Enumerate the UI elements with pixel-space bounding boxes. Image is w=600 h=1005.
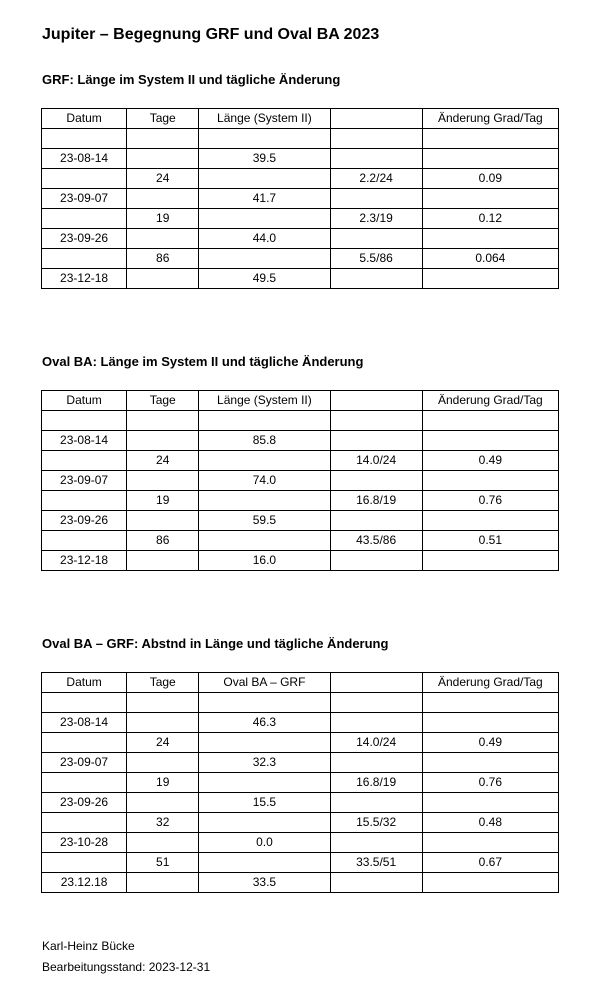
- table-cell: [127, 793, 199, 813]
- table-cell: [199, 491, 330, 511]
- table-cell: 39.5: [199, 149, 330, 169]
- table-cell: [42, 693, 127, 713]
- table-cell: 23-12-18: [42, 269, 127, 289]
- column-header: Länge (System II): [199, 391, 330, 411]
- table-cell: 23-09-07: [42, 189, 127, 209]
- table-cell: [42, 853, 127, 873]
- table-cell: [42, 411, 127, 431]
- table-cell: [422, 713, 558, 733]
- table-cell: 32.3: [199, 753, 330, 773]
- table-cell: [330, 149, 422, 169]
- table-cell: 16.0: [199, 551, 330, 571]
- table-row: [42, 269, 559, 289]
- table-cell: [330, 189, 422, 209]
- table-cell: [42, 451, 127, 471]
- table-cell: [422, 873, 558, 893]
- table-cell: [42, 733, 127, 753]
- table-cell: [127, 411, 199, 431]
- column-header: Länge (System II): [199, 109, 330, 129]
- table-cell: 44.0: [199, 229, 330, 249]
- table-cell: 0.51: [422, 531, 558, 551]
- column-header: [330, 391, 422, 411]
- table-cell: [330, 551, 422, 571]
- table-cell: [422, 693, 558, 713]
- table-cell: 86: [127, 249, 199, 269]
- table-cell: [422, 149, 558, 169]
- table-cell: 85.8: [199, 431, 330, 451]
- table-row: [42, 411, 559, 431]
- table-cell: 51: [127, 853, 199, 873]
- table-cell: [422, 551, 558, 571]
- table-cell: 0.48: [422, 813, 558, 833]
- table-cell: [330, 713, 422, 733]
- table-cell: 23-09-07: [42, 471, 127, 491]
- table-cell: [422, 753, 558, 773]
- table-cell: [330, 229, 422, 249]
- table-cell: [127, 873, 199, 893]
- table-cell: 41.7: [199, 189, 330, 209]
- table-cell: [199, 853, 330, 873]
- table-row: [42, 733, 559, 753]
- table-cell: 15.5/32: [330, 813, 422, 833]
- table-cell: 0.09: [422, 169, 558, 189]
- table-row: [42, 753, 559, 773]
- column-header: Datum: [42, 109, 127, 129]
- table-cell: [330, 873, 422, 893]
- table-cell: 86: [127, 531, 199, 551]
- table-row: [42, 249, 559, 269]
- author: Karl-Heinz Bücke: [42, 939, 135, 953]
- table-cell: 19: [127, 209, 199, 229]
- table-cell: [199, 249, 330, 269]
- table-cell: [330, 269, 422, 289]
- section-heading-grf: GRF: Länge im System II und tägliche Änderung: [42, 72, 341, 87]
- table-cell: 49.5: [199, 269, 330, 289]
- table-cell: [199, 451, 330, 471]
- table-row: [42, 511, 559, 531]
- table-cell: [199, 733, 330, 753]
- table-cell: 2.3/19: [330, 209, 422, 229]
- table-cell: 23-09-26: [42, 229, 127, 249]
- table-cell: [422, 511, 558, 531]
- table-cell: 5.5/86: [330, 249, 422, 269]
- table-cell: 23-08-14: [42, 713, 127, 733]
- column-header: Tage: [127, 391, 199, 411]
- table-cell: 19: [127, 773, 199, 793]
- column-header: Oval BA – GRF: [199, 673, 330, 693]
- table-cell: [330, 471, 422, 491]
- table-cell: 23-09-26: [42, 511, 127, 531]
- table-row: [42, 169, 559, 189]
- table-row: [42, 713, 559, 733]
- table-cell: 0.67: [422, 853, 558, 873]
- table-cell: [127, 129, 199, 149]
- table-cell: 24: [127, 733, 199, 753]
- table-cell: 0.064: [422, 249, 558, 269]
- column-header: Tage: [127, 109, 199, 129]
- table-cell: [330, 833, 422, 853]
- table-row: [42, 853, 559, 873]
- table-cell: [422, 793, 558, 813]
- table-cell: 33.5/51: [330, 853, 422, 873]
- table-cell: [330, 129, 422, 149]
- table-header-row: [42, 673, 559, 693]
- table-cell: [127, 713, 199, 733]
- table-cell: [199, 411, 330, 431]
- table-cell: [422, 189, 558, 209]
- table-cell: [199, 169, 330, 189]
- table-cell: 59.5: [199, 511, 330, 531]
- table-row: [42, 793, 559, 813]
- table-cell: [422, 411, 558, 431]
- table-row: [42, 229, 559, 249]
- table-row: [42, 129, 559, 149]
- table-cell: 23-08-14: [42, 431, 127, 451]
- table-row: [42, 531, 559, 551]
- table-cell: 2.2/24: [330, 169, 422, 189]
- table-cell: 0.49: [422, 451, 558, 471]
- table-cell: [127, 471, 199, 491]
- column-header: Änderung Grad/Tag: [422, 391, 558, 411]
- table-row: [42, 451, 559, 471]
- table-cell: 46.3: [199, 713, 330, 733]
- table-cell: 0.12: [422, 209, 558, 229]
- table-cell: [127, 149, 199, 169]
- table-cell: [199, 773, 330, 793]
- table-cell: 23-10-28: [42, 833, 127, 853]
- table-distance: [41, 672, 559, 893]
- table-cell: 23-08-14: [42, 149, 127, 169]
- table-cell: 23-09-26: [42, 793, 127, 813]
- table-cell: [127, 189, 199, 209]
- table-cell: [199, 693, 330, 713]
- table-cell: [127, 269, 199, 289]
- table-cell: 19: [127, 491, 199, 511]
- table-row: [42, 431, 559, 451]
- table-row: [42, 551, 559, 571]
- table-cell: [42, 531, 127, 551]
- table-cell: [127, 229, 199, 249]
- table-cell: [330, 431, 422, 451]
- table-cell: [42, 129, 127, 149]
- edit-status: Bearbeitungsstand: 2023-12-31: [42, 960, 211, 974]
- table-cell: 16.8/19: [330, 491, 422, 511]
- table-cell: 0.76: [422, 773, 558, 793]
- table-cell: [199, 209, 330, 229]
- table-cell: 23-12-18: [42, 551, 127, 571]
- table-cell: [330, 411, 422, 431]
- table-cell: [422, 833, 558, 853]
- table-cell: 24: [127, 451, 199, 471]
- table-row: [42, 189, 559, 209]
- table-cell: 0.49: [422, 733, 558, 753]
- table-cell: [422, 471, 558, 491]
- table-cell: 15.5: [199, 793, 330, 813]
- table-cell: [127, 431, 199, 451]
- table-header-row: [42, 391, 559, 411]
- table-cell: [127, 753, 199, 773]
- table-cell: [330, 511, 422, 531]
- column-header: Änderung Grad/Tag: [422, 109, 558, 129]
- table-cell: 74.0: [199, 471, 330, 491]
- table-row: [42, 773, 559, 793]
- section-heading-distance: Oval BA – GRF: Abstnd in Länge und tägliche Änderung: [42, 636, 389, 651]
- table-cell: 14.0/24: [330, 451, 422, 471]
- section-heading-oval-ba: Oval BA: Länge im System II und tägliche Änderung: [42, 354, 364, 369]
- table-row: [42, 693, 559, 713]
- table-cell: [330, 753, 422, 773]
- table-cell: 23.12.18: [42, 873, 127, 893]
- table-cell: [42, 209, 127, 229]
- table-cell: [422, 431, 558, 451]
- table-cell: 32: [127, 813, 199, 833]
- table-row: [42, 491, 559, 511]
- table-cell: 16.8/19: [330, 773, 422, 793]
- table-row: [42, 833, 559, 853]
- column-header: Datum: [42, 391, 127, 411]
- table-cell: [127, 551, 199, 571]
- document-title: Jupiter – Begegnung GRF und Oval BA 2023: [42, 26, 380, 43]
- table-cell: 43.5/86: [330, 531, 422, 551]
- table-cell: 33.5: [199, 873, 330, 893]
- table-cell: [199, 531, 330, 551]
- table-cell: [422, 269, 558, 289]
- column-header: Änderung Grad/Tag: [422, 673, 558, 693]
- table-cell: [422, 229, 558, 249]
- table-row: [42, 209, 559, 229]
- column-header: [330, 673, 422, 693]
- column-header: Datum: [42, 673, 127, 693]
- table-cell: 14.0/24: [330, 733, 422, 753]
- column-header: Tage: [127, 673, 199, 693]
- table-cell: 24: [127, 169, 199, 189]
- table-cell: [42, 813, 127, 833]
- table-cell: [199, 813, 330, 833]
- column-header: [330, 109, 422, 129]
- table-header-row: [42, 109, 559, 129]
- table-cell: [330, 793, 422, 813]
- table-cell: [42, 169, 127, 189]
- table-cell: [199, 129, 330, 149]
- table-row: [42, 149, 559, 169]
- table-cell: 23-09-07: [42, 753, 127, 773]
- table-cell: [127, 693, 199, 713]
- table-cell: [127, 833, 199, 853]
- table-cell: 0.76: [422, 491, 558, 511]
- table-cell: 0.0: [199, 833, 330, 853]
- table-row: [42, 813, 559, 833]
- table-cell: [42, 773, 127, 793]
- table-grf: [41, 108, 559, 289]
- table-row: [42, 873, 559, 893]
- table-row: [42, 471, 559, 491]
- table-cell: [42, 491, 127, 511]
- table-cell: [42, 249, 127, 269]
- table-cell: [127, 511, 199, 531]
- table-oval-ba: [41, 390, 559, 571]
- table-cell: [330, 693, 422, 713]
- table-cell: [422, 129, 558, 149]
